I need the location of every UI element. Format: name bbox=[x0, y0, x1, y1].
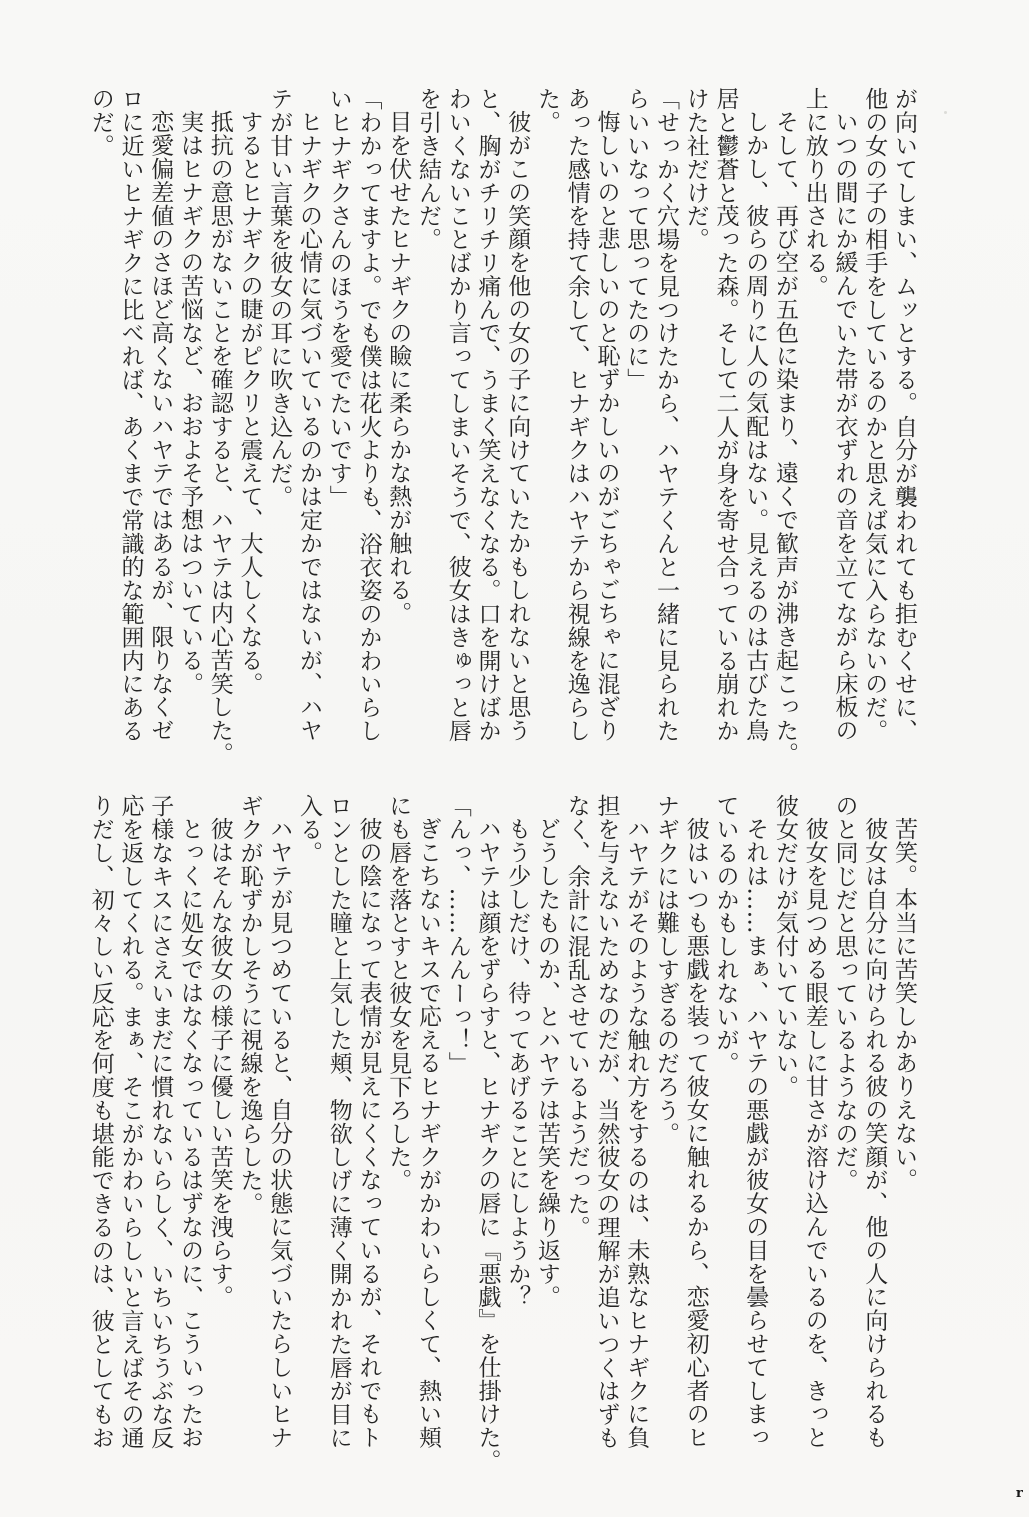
text-column: ハヤテは顔をずらすと、ヒナギクの唇に『悪戯』を仕掛けた。 bbox=[474, 817, 501, 1473]
text-column: 悔しいのと悲しいのと恥ずかしいのがごちゃごちゃに混ざり bbox=[593, 110, 620, 743]
text-column: テが甘い言葉を彼女の耳に吹き込んだ。 bbox=[266, 87, 293, 509]
text-column: 応を返してくれる。まぁ、そこがかわいらしいと言えばその通 bbox=[117, 794, 144, 1450]
text-column: いつの間にか緩んでいた帯が衣ずれの音を立てながら床板の bbox=[831, 110, 858, 743]
text-column: 彼はいつも悪戯を装って彼女に触れるから、恋愛初心者のヒ bbox=[682, 817, 709, 1450]
text-column: 彼女を見つめる眼差しに甘さが溶け込んでいるのを、きっと bbox=[801, 817, 828, 1450]
text-column: いヒナギクさんのほうを愛でたいです」 bbox=[325, 87, 352, 509]
text-column: を引き結んだ。 bbox=[415, 87, 441, 251]
text-column: もう少しだけ、待ってあげることにしようか？ bbox=[504, 817, 531, 1309]
text-column: にも唇を落とすと彼女を見下ろした。 bbox=[385, 794, 412, 1192]
text-column: 彼の陰になって表情が見えにくくなっているが、それでもト bbox=[355, 817, 382, 1450]
text-column: 彼女は自分に向けられる彼の笑顔が、他の人に向けられるも bbox=[861, 817, 888, 1450]
text-column: どうしたものか、とハヤテは苦笑を繰り返す。 bbox=[534, 817, 560, 1309]
text-column: ぎこちないキスで応えるヒナギクがかわいらしくて、熱い頬 bbox=[415, 817, 441, 1450]
text-column: 恋愛偏差値のさほど高くないハヤテではあるが、限りなくゼ bbox=[147, 110, 174, 743]
text-column: とっくに処女ではなくなっているはずなのに、こういったお bbox=[177, 817, 203, 1450]
text-column: 「わかってますよ。でも僕は花火よりも、浴衣姿のかわいらし bbox=[355, 87, 382, 743]
text-column: 担を与えないためなのだが、当然彼女の理解が追いつくはずも bbox=[593, 794, 620, 1450]
text-column: なく、余計に混乱させているようだった。 bbox=[563, 794, 590, 1239]
text-column: 抵抗の意思がないことを確認すると、ハヤテは内心苦笑した。 bbox=[206, 110, 233, 766]
text-column: と、胸がチリチリ痛んで、うまく笑えなくなる。口を開けばか bbox=[474, 87, 501, 743]
text-column: ロに近いヒナギクに比べれば、あくまで常識的な範囲内にある bbox=[117, 87, 144, 743]
text-column: 彼女だけが気付いていない。 bbox=[772, 794, 798, 1099]
text-column: ギクが恥ずかしそうに視線を逸らした。 bbox=[236, 794, 263, 1216]
text-column: ハヤテがそのような触れ方をするのは、未熟なヒナギクに負 bbox=[623, 817, 650, 1450]
text-column: りだし、初々しい反応を何度も堪能できるのは、彼としてもお bbox=[87, 794, 114, 1450]
page-edge-mark: r bbox=[1016, 1486, 1023, 1501]
text-column: するとヒナギクの睫がピクリと震えて、大人しくなる。 bbox=[236, 110, 263, 696]
text-column: 彼がこの笑顔を他の女の子に向けていたかもしれないと思う bbox=[504, 110, 531, 743]
text-column: ているのかもしれないが。 bbox=[712, 794, 739, 1075]
text-column: ナギクには難しすぎるのだろう。 bbox=[653, 794, 679, 1145]
text-column: ハヤテが見つめていると、自分の状態に気づいたらしいヒナ bbox=[266, 817, 293, 1450]
text-column: けた社だけだ。 bbox=[682, 87, 709, 251]
text-column: 目を伏せたヒナギクの瞼に柔らかな熱が触れる。 bbox=[385, 110, 412, 626]
scan-speck bbox=[944, 111, 947, 114]
text-column: 実はヒナギクの苦悩など、おおよそ予想はついている。 bbox=[177, 110, 203, 696]
text-column: 子様なキスにさえいまだに慣れないらしく、いちいちうぶな反 bbox=[147, 794, 174, 1450]
top-text-block bbox=[85, 87, 918, 766]
text-column: 「せっかく穴場を見つけたから、ハヤテくんと一緒に見られた bbox=[653, 87, 679, 743]
text-column: 「んっ、……んんーっ！」 bbox=[444, 794, 471, 1075]
text-column: らいいなって思ってたのに」 bbox=[623, 87, 650, 392]
text-column: のだ。 bbox=[87, 87, 114, 158]
text-column: 入る。 bbox=[296, 794, 322, 865]
bottom-text-block bbox=[85, 794, 918, 1473]
text-column: ヒナギクの心情に気づいているのかは定かではないが、ハヤ bbox=[296, 110, 322, 743]
text-column: た。 bbox=[534, 87, 560, 134]
text-column: 居と鬱蒼と茂った森。そして二人が身を寄せ合っている崩れか bbox=[712, 87, 739, 743]
text-column: 他の女の子の相手をしているのかと思えば気に入らないのだ。 bbox=[861, 87, 888, 743]
text-column: それは……まぁ、ハヤテの悪戯が彼女の目を曇らせてしまっ bbox=[742, 817, 769, 1450]
text-column: あった感情を持て余して、ヒナギクはハヤテから視線を逸らし bbox=[563, 87, 590, 743]
text-column: しかし、彼らの周りに人の気配はない。見えるのは古びた鳥 bbox=[742, 110, 769, 743]
text-column: が向いてしまい、ムッとする。自分が襲われても拒むくせに、 bbox=[891, 87, 917, 743]
text-column: 上に放り出される。 bbox=[801, 87, 828, 298]
text-column: 彼はそんな彼女の様子に優しい苦笑を洩らす。 bbox=[206, 817, 233, 1309]
text-column: のと同じだと思っているようなのだ。 bbox=[831, 794, 858, 1192]
text-column: ロンとした瞳と上気した頬、物欲しげに薄く開かれた唇が目に bbox=[325, 794, 352, 1450]
text-column: そして、再び空が五色に染まり、遠くで歓声が沸き起こった。 bbox=[772, 110, 798, 766]
text-column: わいくないことばかり言ってしまいそうで、彼女はきゅっと唇 bbox=[444, 87, 471, 743]
text-column: 苦笑。本当に苦笑しかありえない。 bbox=[891, 817, 917, 1192]
